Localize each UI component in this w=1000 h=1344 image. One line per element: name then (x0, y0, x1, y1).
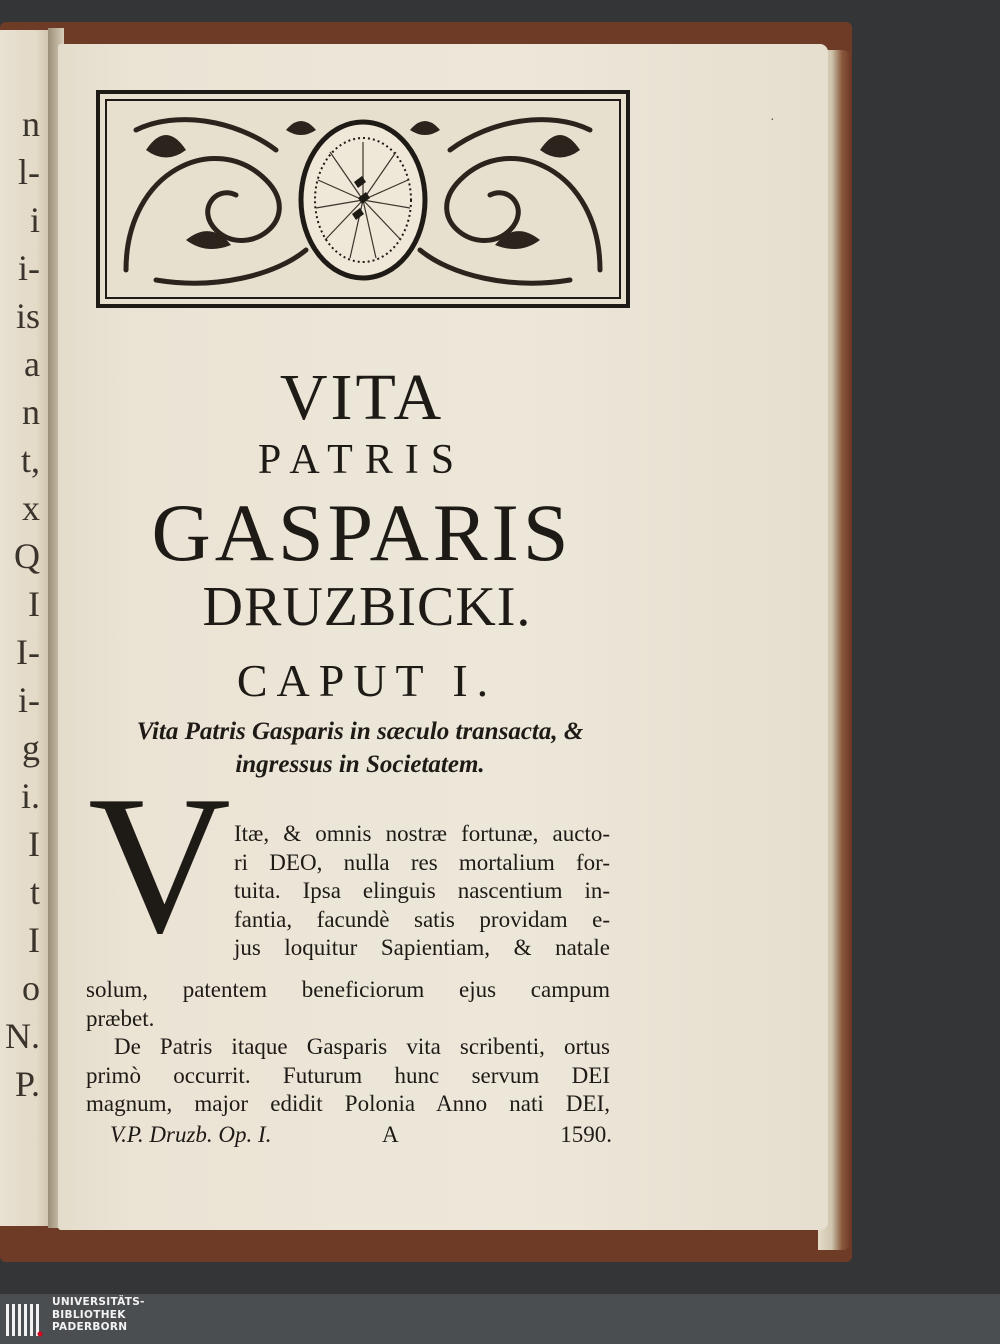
left-letter: n (22, 392, 40, 432)
left-letter: N. (5, 1016, 40, 1056)
body-paragraph-2 (86, 976, 610, 1119)
text-line: primò occurrit. Futurum hunc servum DEI (86, 1062, 610, 1088)
left-letter: I- (16, 632, 40, 672)
chapter-heading: CAPUT I. (236, 655, 498, 706)
left-letter: i- (18, 680, 40, 720)
body-paragraph-1 (234, 820, 610, 963)
left-letter: I (28, 584, 40, 624)
left-letter: g (22, 728, 40, 768)
drop-cap: V (88, 755, 231, 974)
left-letter: x (22, 488, 40, 528)
left-letter: i (29, 200, 40, 240)
left-letter: P. (14, 1064, 40, 1104)
title-gasparis: GASPARIS (151, 487, 573, 578)
logo-line: UNIVERSITÄTS- (52, 1296, 145, 1308)
subtitle-line: ingressus in Societatem. (235, 751, 485, 778)
text-line: De Patris itaque Gasparis vita scribenti, ortus (114, 1034, 610, 1060)
title-vita: VITA (279, 361, 445, 434)
library-logo-text (52, 1296, 145, 1334)
text-line: solum, patentem beneficiorum ejus campum (86, 977, 610, 1002)
text-line: tuita. Ipsa elinguis nascentium in- (234, 878, 610, 904)
logo-line: BIBLIOTHEK (52, 1308, 126, 1321)
left-letter: a (24, 344, 40, 384)
title-druzbicki: DRUZBICKI. (202, 576, 532, 638)
left-letter: t (29, 872, 40, 912)
left-letter: Q (14, 536, 40, 576)
page-speck: · (770, 113, 775, 128)
text-line: præbet. (86, 1005, 155, 1031)
signature-mark: V.P. Druzb. Op. I. (110, 1122, 272, 1147)
text-line: fantia, facundè satis providam e- (234, 906, 610, 932)
left-letter: l- (18, 152, 40, 192)
library-logo-icon (4, 1300, 44, 1340)
page-footer (110, 1122, 612, 1154)
text-line: magnum, major edidit Polonia Anno nati DEI, (86, 1091, 610, 1117)
text-line: Itæ, & omnis nostræ fortunæ, aucto- (234, 821, 610, 846)
text-line: ri DEO, nulla res mortalium for- (234, 849, 610, 875)
subtitle-line: Vita Patris Gasparis in sæculo transacta, & (136, 718, 584, 745)
left-letter: i- (18, 248, 40, 288)
left-letter: I (28, 920, 40, 960)
gathering-letter: A (382, 1122, 399, 1147)
logo-line: PADERBORN (52, 1321, 128, 1333)
bottom-bar (0, 1294, 1000, 1344)
left-letter: n (22, 104, 40, 144)
left-letter: is (15, 296, 40, 336)
title-patris: PATRIS (257, 437, 467, 483)
text-line: jus loquitur Sapientiam, & natale (234, 935, 610, 961)
left-letter: i. (20, 776, 40, 816)
left-letter: I (28, 824, 40, 864)
left-letter: t, (20, 440, 40, 480)
catchword: 1590. (560, 1122, 612, 1147)
left-letter: o (22, 968, 40, 1008)
